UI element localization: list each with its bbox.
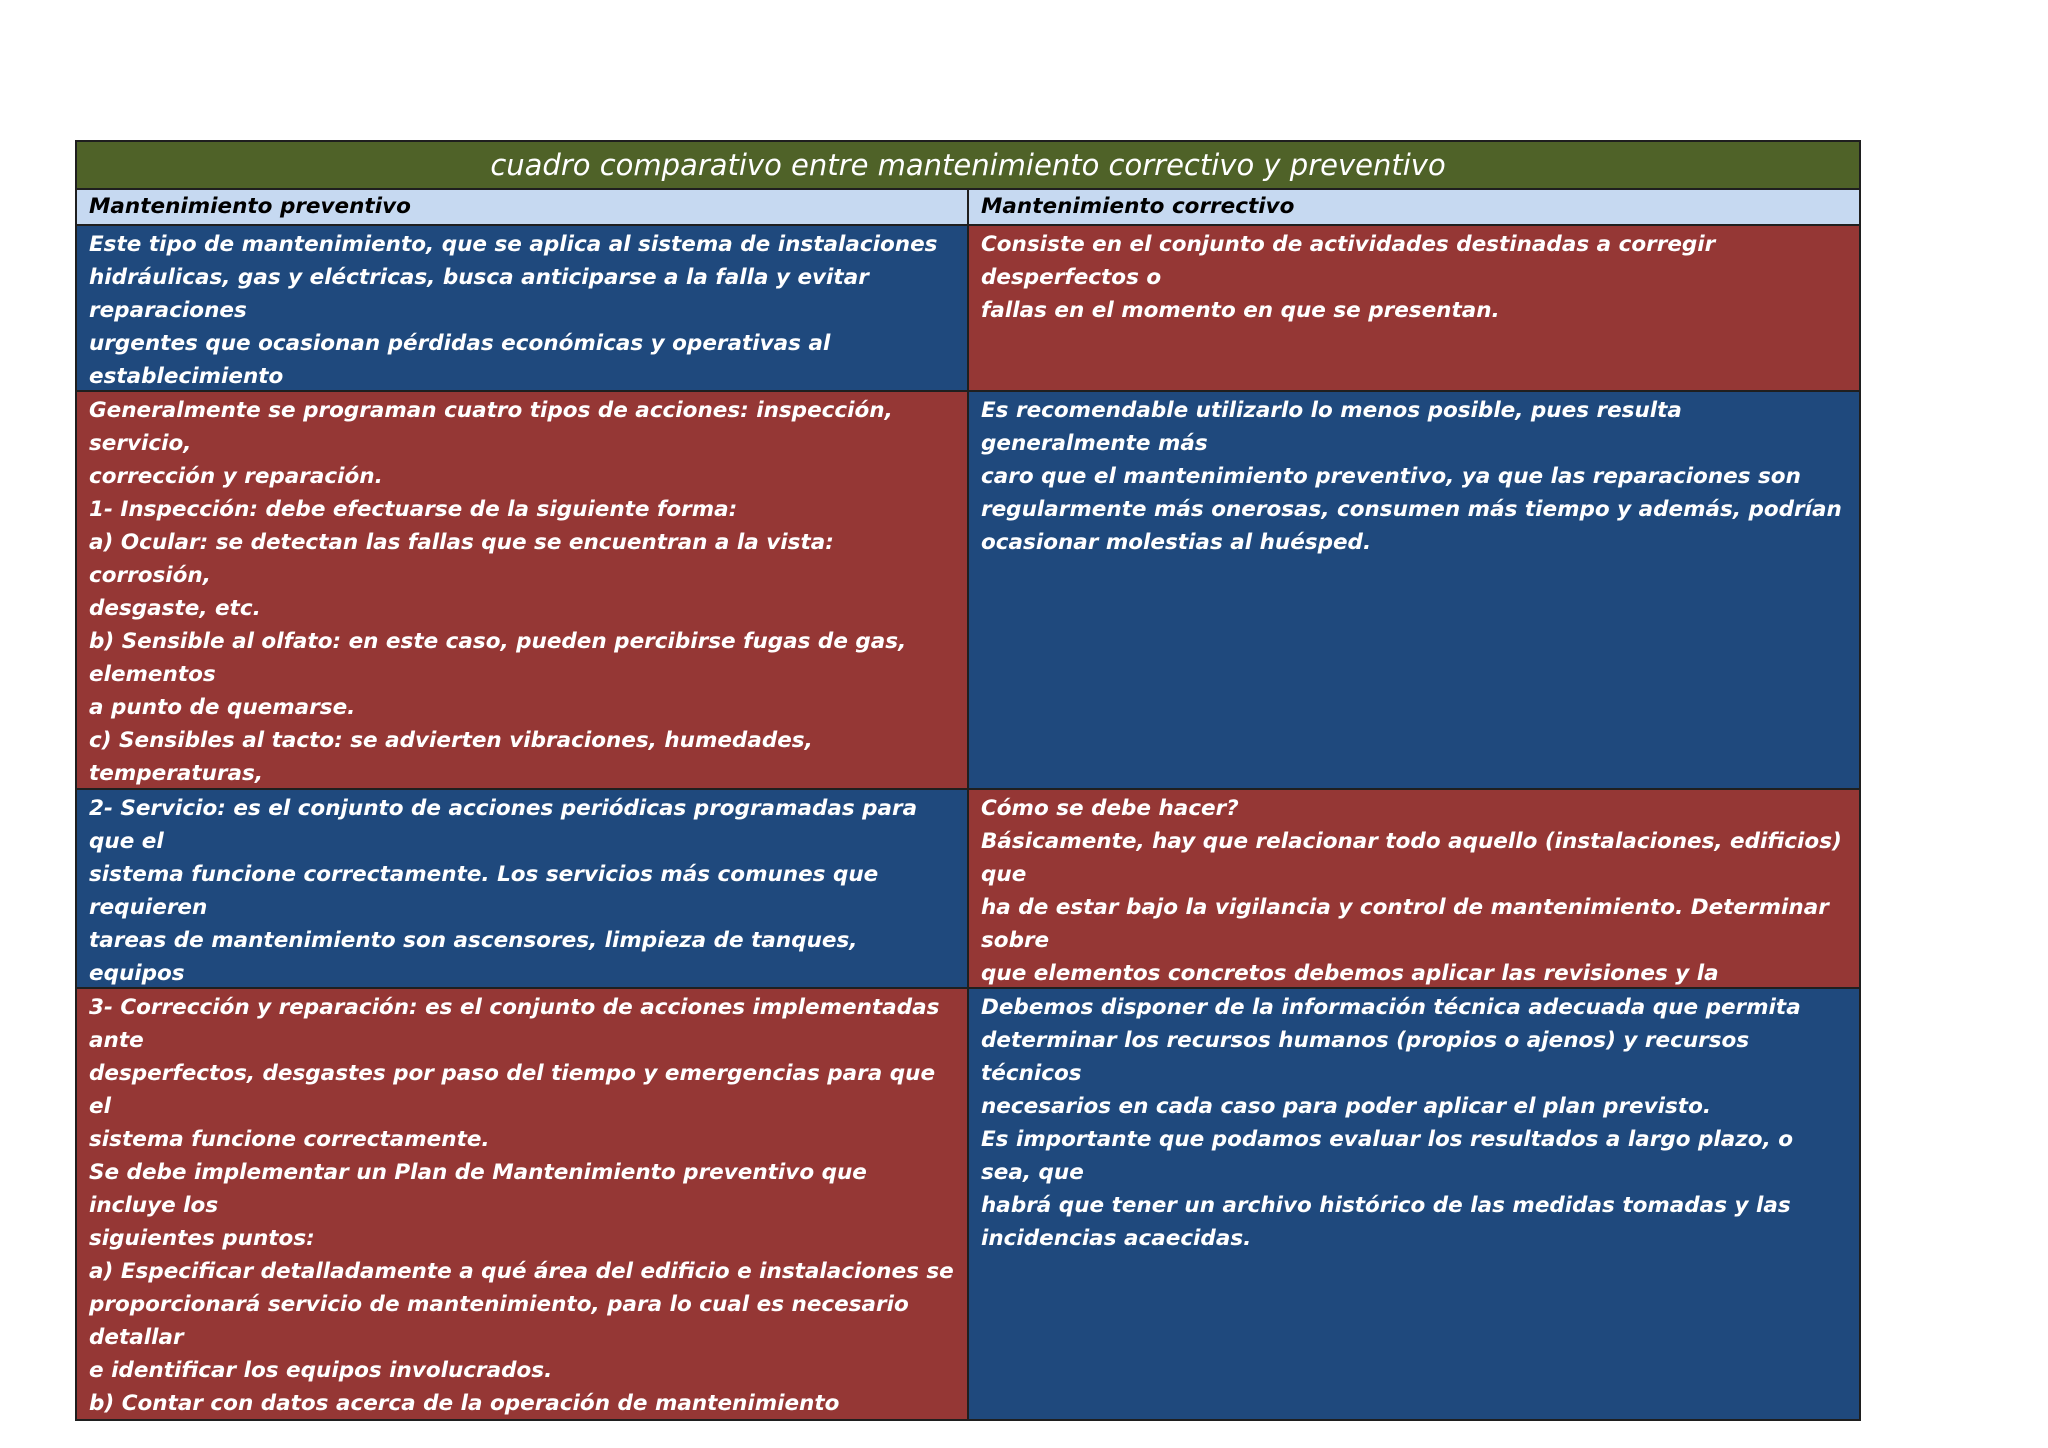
cell-text-line: Es recomendable utilizarlo lo menos posible, pues resulta generalmente más [981,398,1682,456]
preventive-cell [77,790,969,987]
cell-text-line: ha de estar bajo la vigilancia y control de mantenimiento. Determinar sobre [981,895,1829,953]
cell-text-line: necesarios en cada caso para poder aplicar el plan previsto. [981,1094,1712,1119]
preventive-cell [77,989,969,1419]
table-row [77,226,1859,392]
cell-text-line: hidráulicas, gas y eléctricas, busca anticiparse a la falla y evitar reparaciones [89,265,869,323]
cell-text-line: a) Especificar detalladamente a qué área del edificio e instalaciones se [89,1259,954,1284]
cell-text-line: corrección y reparación. [89,464,383,489]
cell-text-line: caro que el mantenimiento preventivo, ya que las reparaciones son [981,464,1801,489]
cell-text-line: 2- Servicio: es el conjunto de acciones periódicas programadas para que el [89,796,918,854]
cell-text-line: siguientes puntos: [89,1226,315,1251]
corrective-cell [969,392,1859,788]
cell-text-line: Generalmente se programan cuatro tipos de acciones: inspección, servicio, [89,398,893,456]
table-row [77,790,1859,989]
cell-text-line: regularmente más onerosas, consumen más tiempo y además, podrían [981,497,1842,522]
cell-text-line: Consiste en el conjunto de actividades destinadas a corregir desperfectos o [981,232,1716,290]
preventive-cell [77,392,969,788]
cell-text-line: determinar los recursos humanos (propios o ajenos) y recursos técnicos [981,1028,1750,1086]
corrective-cell [969,226,1859,390]
cell-text-line: Se debe implementar un Plan de Mantenimiento preventivo que incluye los [89,1160,867,1218]
cell-text-line: Debemos disponer de la información técnica adecuada que permita [981,995,1801,1020]
cell-text-line: b) Sensible al olfato: en este caso, pueden percibirse fugas de gas, elementos [89,629,907,687]
cell-text-line: Es importante que podamos evaluar los resultados a largo plazo, o sea, que [981,1127,1794,1185]
cell-text-line: Cómo se debe hacer? [981,796,1239,821]
cell-text-line: c) Sensibles al tacto: se advierten vibraciones, humedades, temperaturas, [89,728,813,786]
comparison-table [75,140,1861,1421]
cell-text-line: desperfectos, desgastes por paso del tiempo y emergencias para que el [89,1061,936,1119]
cell-text-line: incidencias acaecidas. [981,1226,1252,1251]
cell-text-line: a punto de quemarse. [89,695,356,720]
cell-text-line: desgaste, etc. [89,596,261,621]
column-header-row [77,190,1859,226]
corrective-cell [969,989,1859,1419]
cell-text-line: e identificar los equipos involucrados. [89,1358,553,1383]
cell-text-line: habrá que tener un archivo histórico de las medidas tomadas y las [981,1193,1791,1218]
column-header-preventive: Mantenimiento preventivo [77,190,969,224]
cell-text-line: tareas de mantenimiento son ascensores, limpieza de tanques, equipos [89,928,858,986]
preventive-cell [77,226,969,390]
cell-text-line: sistema funcione correctamente. [89,1127,490,1152]
column-header-corrective: Mantenimiento correctivo [969,190,1859,224]
cell-text-line: sistema funcione correctamente. Los servicios más comunes que requieren [89,862,879,920]
cell-text-line: urgentes que ocasionan pérdidas económicas y operativas al establecimiento [89,331,831,389]
corrective-cell [969,790,1859,987]
table-title: cuadro comparativo entre mantenimiento correctivo y preventivo [77,142,1859,190]
table-row [77,989,1859,1419]
cell-text-line: ocasionar molestias al huésped. [981,530,1372,555]
cell-text-line: que elementos concretos debemos aplicar las revisiones y la [981,961,1719,986]
cell-text-line: a) Ocular: se detectan las fallas que se encuentran a la vista: corrosión, [89,530,834,588]
cell-text-line: b) Contar con datos acerca de la operación de mantenimiento [89,1391,840,1416]
cell-text-line: Este tipo de mantenimiento, que se aplica al sistema de instalaciones [89,232,938,257]
table-row [77,392,1859,790]
cell-text-line: 1- Inspección: debe efectuarse de la siguiente forma: [89,497,738,522]
cell-text-line: Básicamente, hay que relacionar todo aquello (instalaciones, edificios) que [981,829,1842,887]
cell-text-line: fallas en el momento en que se presentan. [981,298,1500,323]
cell-text-line: proporcionará servicio de mantenimiento, para lo cual es necesario detallar [89,1292,909,1350]
cell-text-line: 3- Corrección y reparación: es el conjunto de acciones implementadas ante [89,995,940,1053]
